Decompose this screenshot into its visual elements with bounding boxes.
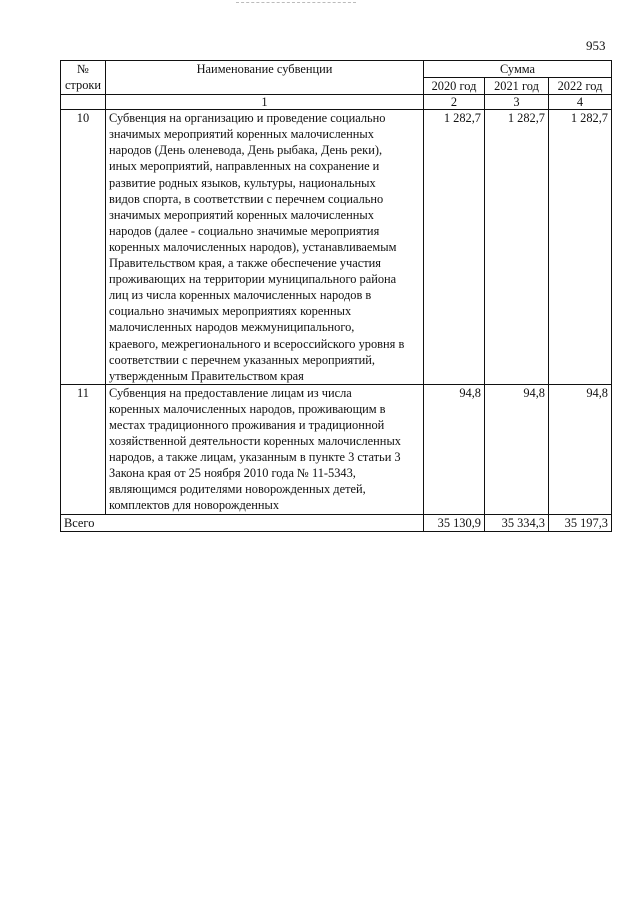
header-sum: Сумма — [424, 61, 612, 78]
name-line: значимых мероприятий коренных малочисленных — [109, 127, 374, 142]
header-num-word: строки — [64, 78, 102, 93]
table-row — [61, 384, 612, 514]
name-line: Закона края от 25 ноября 2010 года № 11-5343, — [109, 466, 356, 481]
subvention-name-cell — [106, 110, 424, 385]
column-index-3: 3 — [485, 95, 549, 110]
name-line: краевого, межрегионального и всероссийского уровня в — [109, 336, 405, 351]
name-line: малочисленных народов межмуниципального, — [109, 320, 355, 335]
name-line: значимых мероприятий коренных малочисленных — [109, 207, 374, 222]
name-line: соответствии с перечнем указанных мероприятий, — [109, 352, 375, 367]
name-line: Правительством края, а также обеспечение участия — [109, 256, 381, 271]
column-index-1: 1 — [106, 95, 424, 110]
amount-2020: 94,8 — [424, 384, 485, 514]
name-line: хозяйственной деятельности коренных малочисленных — [109, 434, 401, 449]
subventions-table — [60, 60, 612, 532]
header-num-symbol: № — [77, 62, 89, 76]
name-line: народов, а также лицам, указанным в пункте 3 статьи 3 — [109, 450, 401, 465]
total-label: Всего — [61, 514, 424, 531]
name-line: народов (День оленевода, День рыбака, День реки), — [109, 143, 383, 158]
name-line: проживающих на территории муниципального района — [109, 272, 397, 287]
name-line: утвержденным Правительством края — [109, 368, 304, 383]
column-index-4: 4 — [549, 95, 612, 110]
amount-2021: 1 282,7 — [485, 110, 549, 385]
header-year-2022: 2022 год — [549, 78, 612, 95]
name-line: Субвенция на организацию и проведение социально — [109, 111, 386, 126]
name-line: видов спорта, в соответствии с перечнем социально — [109, 191, 384, 206]
total-row — [61, 514, 612, 531]
page-number: 953 — [586, 38, 606, 53]
name-line: Субвенция на предоставление лицам из числа — [109, 385, 352, 400]
column-index-blank — [61, 95, 106, 110]
name-line: являющимся родителями новорожденных детей, — [109, 482, 366, 497]
subvention-name-cell — [106, 384, 424, 514]
total-2022: 35 197,3 — [549, 514, 612, 531]
amount-2022: 1 282,7 — [549, 110, 612, 385]
amount-2020: 1 282,7 — [424, 110, 485, 385]
name-line: народов (далее - социально значимые мероприятия — [109, 223, 380, 238]
total-2021: 35 334,3 — [485, 514, 549, 531]
header-row-number — [61, 61, 106, 95]
amount-2022: 94,8 — [549, 384, 612, 514]
name-line: лиц из числа коренных малочисленных народов в — [109, 288, 372, 303]
header-row-1 — [61, 61, 612, 78]
header-year-2020: 2020 год — [424, 78, 485, 95]
name-line: коренных малочисленных народов), устанавливаемым — [109, 239, 397, 254]
table-row — [61, 110, 612, 385]
header-year-2021: 2021 год — [485, 78, 549, 95]
name-line: социально значимых мероприятиях коренных — [109, 304, 352, 319]
column-index-row — [61, 95, 612, 110]
header-subvention-name: Наименование субвенции — [106, 61, 424, 95]
name-line: иных мероприятий, направленных на сохранение и — [109, 159, 380, 174]
column-index-2: 2 — [424, 95, 485, 110]
row-number: 10 — [61, 110, 106, 385]
amount-2021: 94,8 — [485, 384, 549, 514]
name-line: коренных малочисленных народов, проживающим в — [109, 401, 386, 416]
name-line: развитие родных языков, культуры, национальных — [109, 175, 376, 190]
total-2020: 35 130,9 — [424, 514, 485, 531]
name-line: комплектов для новорожденных — [109, 498, 280, 513]
row-number: 11 — [61, 384, 106, 514]
name-line: местах традиционного проживания и традиционной — [109, 417, 385, 432]
scan-top-artifact — [236, 2, 356, 5]
